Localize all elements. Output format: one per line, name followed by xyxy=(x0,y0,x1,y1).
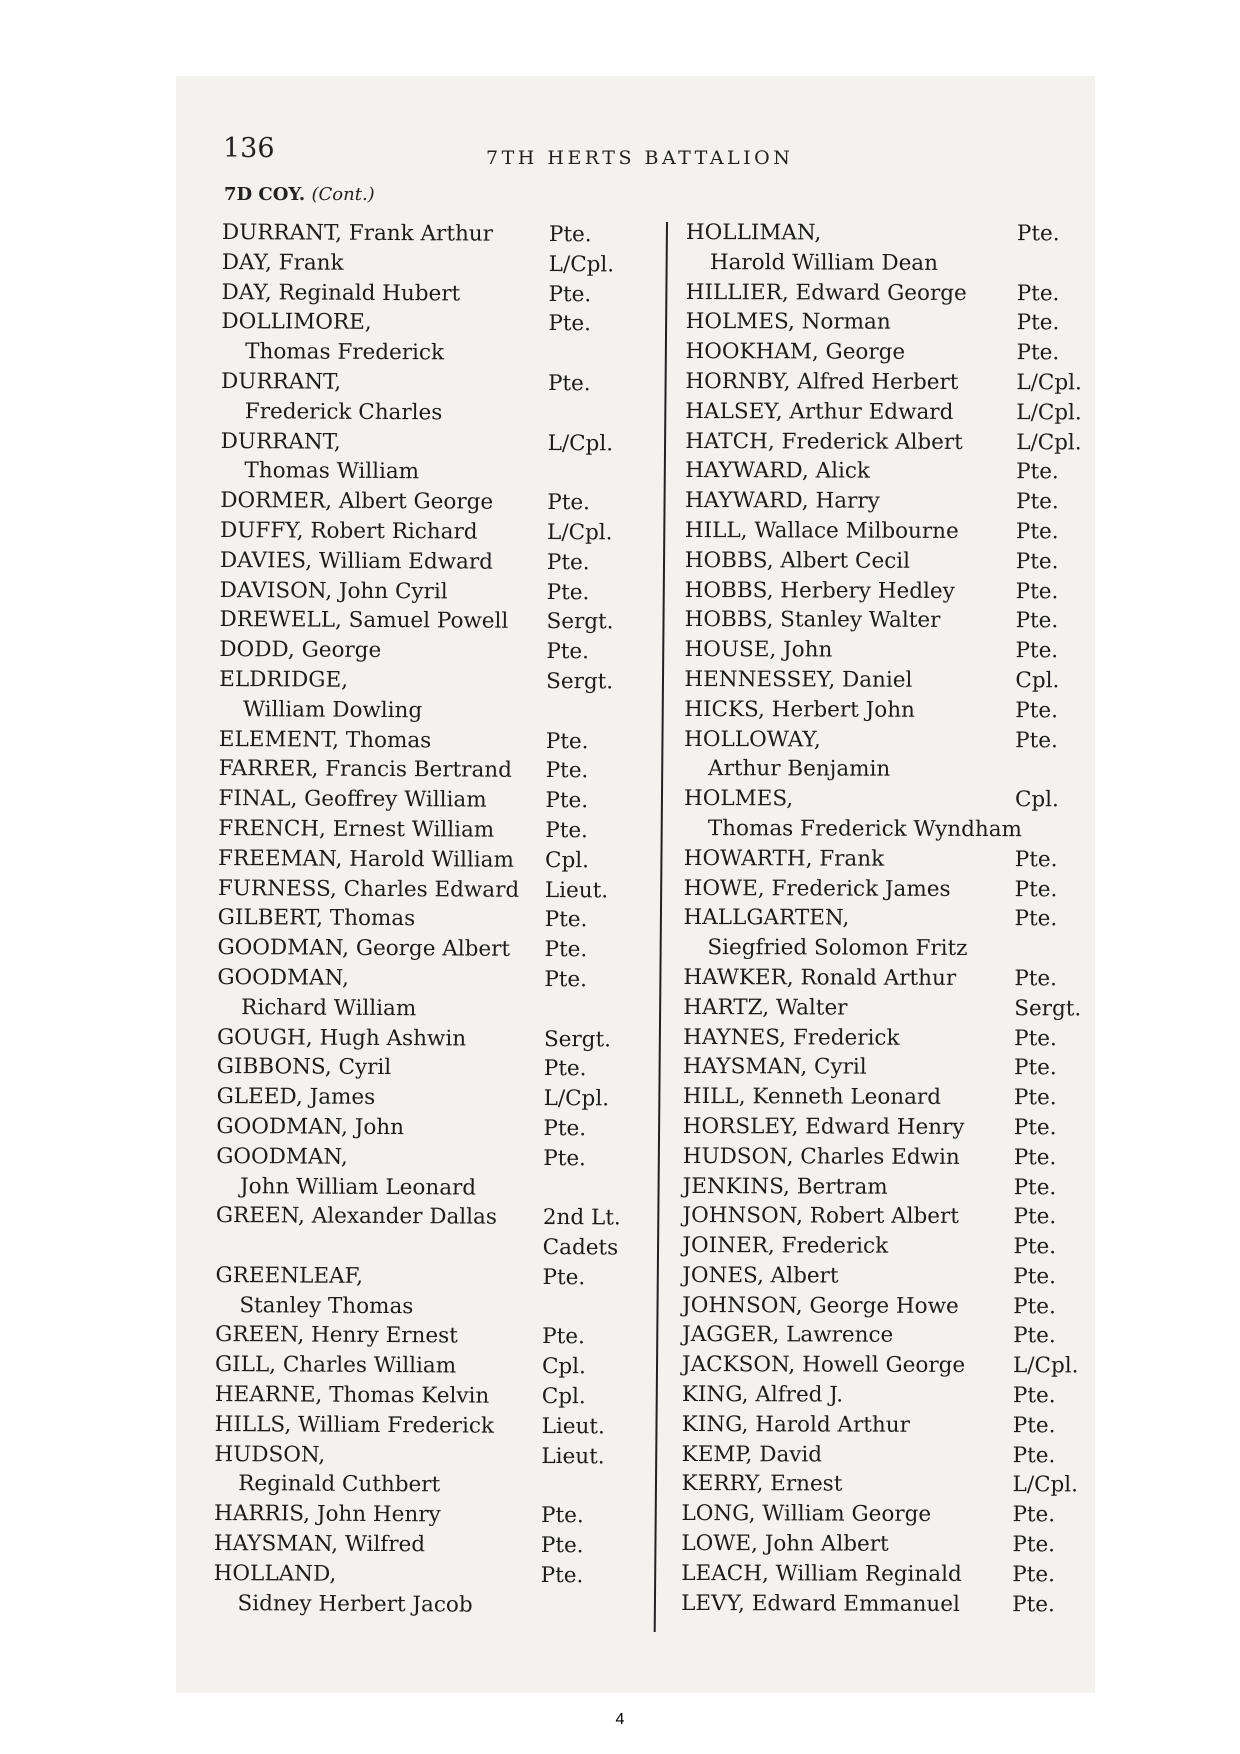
entry-rank: Pte. xyxy=(541,1503,584,1529)
roll-entry xyxy=(216,1231,646,1263)
entry-rank: Pte. xyxy=(1013,1293,1056,1319)
roll-entry xyxy=(217,933,647,965)
entry-name: DOLLIMORE, xyxy=(221,309,372,336)
entry-name: HARTZ, Walter xyxy=(683,994,848,1021)
entry-rank: Pte. xyxy=(1015,519,1059,545)
roll-entry xyxy=(681,1529,1071,1560)
entry-rank: Cadets xyxy=(542,1235,619,1261)
entry-name: HUDSON, Charles Edwin xyxy=(682,1143,960,1170)
roll-entry xyxy=(686,278,1076,309)
roll-entry xyxy=(682,1291,1072,1322)
entry-name: HAYWARD, Harry xyxy=(684,488,880,514)
entry-name: HALSEY, Arthur Edward xyxy=(685,398,954,425)
entry-rank: Pte. xyxy=(1013,1264,1057,1290)
section-label: 7D COY. xyxy=(224,184,306,205)
entry-name: HOBBS, Stanley Walter xyxy=(684,607,941,634)
entry-rank: Pte. xyxy=(543,1056,587,1082)
entry-name: DAVISON, John Cyril xyxy=(219,577,448,604)
entry-rank: Pte. xyxy=(548,281,592,307)
entry-name: GREEN, Alexander Dallas xyxy=(215,1203,498,1230)
entry-name: JAGGER, Lawrence xyxy=(682,1322,894,1349)
roll-entry xyxy=(683,1142,1073,1173)
entry-rank: Pte. xyxy=(546,639,590,665)
entry-rank: L/Cpl. xyxy=(548,251,615,278)
entry-name: GREENLEAF, xyxy=(215,1262,364,1289)
entry-name: Sidney Herbert Jacob xyxy=(237,1590,473,1618)
entry-name: FRENCH, Ernest William xyxy=(218,815,495,843)
roll-entry xyxy=(220,486,650,518)
entry-rank: Sergt. xyxy=(543,1026,612,1052)
entry-name: HAWKER, Ronald Arthur xyxy=(683,964,957,991)
entry-name: HATCH, Frederick Albert xyxy=(685,428,963,455)
roll-entry xyxy=(684,695,1074,726)
footer-page-index: 4 xyxy=(615,1711,625,1728)
roll-entry xyxy=(682,1201,1072,1232)
roll-entry-continuation xyxy=(220,456,650,488)
entry-rank: Pte. xyxy=(1016,280,1060,306)
entry-rank: Cpl. xyxy=(541,1354,587,1380)
entry-name: DAVIES, William Edward xyxy=(219,547,494,575)
roll-entry xyxy=(684,903,1074,934)
roll-entry xyxy=(684,725,1074,756)
entry-rank: Cpl. xyxy=(1014,787,1059,813)
entry-name: HORNBY, Alfred Herbert xyxy=(685,368,959,395)
entry-name: HOBBS, Herbery Hedley xyxy=(684,577,955,604)
entry-name: DAY, Reginald Hubert xyxy=(221,279,461,307)
roll-entry-continuation xyxy=(684,754,1074,785)
entry-rank: Pte. xyxy=(1013,1204,1057,1230)
entry-rank: L/Cpl. xyxy=(1016,429,1082,455)
entry-rank: Pte. xyxy=(543,1145,587,1171)
entry-rank: L/Cpl. xyxy=(547,519,613,546)
entry-rank: Pte. xyxy=(548,311,592,337)
entry-rank: Lieut. xyxy=(541,1443,605,1470)
entry-rank: Pte. xyxy=(1012,1413,1056,1439)
entry-name: HAYSMAN, Cyril xyxy=(682,1054,867,1080)
roll-entry xyxy=(686,218,1076,249)
roll-entry xyxy=(686,307,1076,338)
entry-name: FARRER, Francis Bertrand xyxy=(218,756,513,784)
entry-rank: Pte. xyxy=(545,758,589,784)
entry-name: GOODMAN, xyxy=(216,1143,348,1170)
entry-name: Siegfried Solomon Fritz xyxy=(707,935,968,962)
entry-name: DREWELL, Samuel Powell xyxy=(219,607,509,635)
entry-name: HILLS, William Frederick xyxy=(214,1411,495,1439)
entry-name: JENKINS, Bertram xyxy=(682,1173,888,1200)
entry-rank: Pte. xyxy=(1015,578,1059,604)
entry-rank: Pte. xyxy=(1012,1502,1056,1528)
roll-entry xyxy=(221,307,651,339)
roll-entry xyxy=(218,874,648,906)
roll-entry xyxy=(217,1052,647,1084)
roll-entry xyxy=(683,1023,1073,1054)
entry-name: FURNESS, Charles Edward xyxy=(217,875,520,903)
roll-entry-continuation xyxy=(219,695,649,727)
roll-entry xyxy=(214,1529,644,1561)
entry-name: GILBERT, Thomas xyxy=(217,905,416,932)
entry-name: GLEED, James xyxy=(216,1084,376,1111)
entry-rank: Pte. xyxy=(545,788,589,814)
entry-rank: Pte. xyxy=(1012,1532,1056,1558)
entry-name: HOLMES, xyxy=(683,786,794,812)
roll-entry xyxy=(684,844,1074,875)
roll-entry xyxy=(683,1112,1073,1143)
roll-entry xyxy=(214,1440,644,1472)
entry-rank: L/Cpl. xyxy=(543,1086,610,1112)
roll-entry xyxy=(683,963,1073,994)
entry-rank: Pte. xyxy=(547,490,591,516)
entry-rank: Sergt. xyxy=(546,668,614,695)
roll-entry xyxy=(681,1469,1079,1500)
entry-rank: Pte. xyxy=(1013,1144,1057,1171)
entry-rank: Pte. xyxy=(1014,906,1058,932)
roll-entry-continuation xyxy=(216,1171,646,1203)
entry-name: HAYNES, Frederick xyxy=(683,1024,900,1051)
entry-name: HOBBS, Albert Cecil xyxy=(684,547,911,574)
roll-entry xyxy=(682,1261,1072,1292)
roll-entry xyxy=(683,993,1082,1024)
roll-entry xyxy=(685,456,1075,487)
entry-name: HOLLAND, xyxy=(213,1560,337,1587)
entry-name: Thomas Frederick xyxy=(245,339,445,366)
entry-name: Richard William xyxy=(241,994,417,1021)
entry-name: JOHNSON, Robert Albert xyxy=(682,1203,960,1230)
entry-rank: Pte. xyxy=(1015,638,1059,664)
entry-rank: Pte. xyxy=(1015,608,1059,634)
roll-entry xyxy=(215,1320,645,1352)
roll-entry xyxy=(681,1589,1071,1620)
entry-rank: Pte. xyxy=(545,728,589,754)
entry-name: HOLLIMAN, xyxy=(685,219,822,246)
entry-rank: Cpl. xyxy=(541,1384,586,1410)
roll-entry xyxy=(683,1171,1073,1202)
entry-rank: Sergt. xyxy=(1014,995,1082,1022)
entry-rank: Pte. xyxy=(540,1533,584,1559)
entry-name: LOWE, John Albert xyxy=(681,1531,889,1557)
left-roll-column xyxy=(213,218,652,1621)
entry-name: JOHNSON, George Howe xyxy=(682,1292,959,1319)
entry-name: FREEMAN, Harold William xyxy=(218,845,515,873)
roll-entry xyxy=(217,963,647,995)
entry-rank: Pte. xyxy=(1012,1383,1056,1409)
entry-rank: Pte. xyxy=(540,1562,584,1589)
entry-rank: Pte. xyxy=(1014,1025,1057,1051)
roll-entry xyxy=(220,516,650,548)
entry-name: GOODMAN, xyxy=(217,964,349,991)
entry-name: HUDSON, xyxy=(214,1441,326,1468)
roll-entry xyxy=(219,635,649,667)
roll-entry xyxy=(215,1350,645,1382)
entry-rank: Pte. xyxy=(543,1115,587,1142)
entry-rank: Pte. xyxy=(1014,876,1058,902)
entry-rank: Lieut. xyxy=(544,877,609,903)
roll-entry-continuation xyxy=(213,1589,643,1621)
roll-entry xyxy=(684,784,1074,815)
entry-rank: L/Cpl. xyxy=(547,430,614,456)
entry-name: GOODMAN, John xyxy=(216,1113,405,1141)
entry-name: DURRANT, xyxy=(220,368,342,395)
running-title: 7TH HERTS BATTALION xyxy=(486,147,794,169)
entry-name: HAYSMAN, Wilfred xyxy=(213,1531,426,1558)
entry-name: HOWARTH, Frank xyxy=(683,845,885,872)
section-continued-label: (Cont.) xyxy=(311,184,375,205)
entry-rank: Pte. xyxy=(1013,1115,1057,1141)
roll-entry xyxy=(216,1112,646,1144)
roll-entry xyxy=(218,844,648,876)
entry-rank: 2nd Lt. xyxy=(542,1205,621,1231)
entry-name: DAY, Frank xyxy=(221,249,344,276)
entry-rank: L/Cpl. xyxy=(1012,1472,1079,1498)
entry-rank: Pte. xyxy=(1015,727,1058,753)
roll-entry xyxy=(682,1231,1072,1262)
roll-entry xyxy=(682,1440,1072,1471)
entry-name: HILL, Kenneth Leonard xyxy=(682,1084,942,1111)
roll-entry xyxy=(685,605,1075,636)
roll-entry xyxy=(684,635,1074,666)
entry-rank: Pte. xyxy=(544,966,588,993)
roll-entry xyxy=(685,576,1075,607)
entry-name: LEACH, William Reginald xyxy=(681,1560,962,1587)
roll-entry xyxy=(219,665,649,697)
roll-entry xyxy=(219,754,649,786)
entry-rank: Pte. xyxy=(1012,1591,1055,1617)
entry-name: Frederick Charles xyxy=(244,398,443,426)
entry-rank: Pte. xyxy=(1013,1055,1057,1081)
entry-rank: Lieut. xyxy=(541,1413,605,1440)
entry-rank: Pte. xyxy=(1013,1174,1057,1200)
entry-name: Reginald Cuthbert xyxy=(238,1471,441,1498)
entry-name: John William Leonard xyxy=(240,1173,477,1201)
entry-name: HEARNE, Thomas Kelvin xyxy=(214,1382,490,1409)
entry-rank: Pte. xyxy=(1016,340,1060,366)
entry-name: HOLMES, Norman xyxy=(685,309,891,336)
entry-name: HENNESSEY, Daniel xyxy=(684,666,913,693)
roll-entry xyxy=(220,546,650,578)
entry-rank: Sergt. xyxy=(546,609,614,635)
entry-rank: Cpl. xyxy=(545,847,590,873)
roll-entry xyxy=(685,427,1082,458)
entry-rank: Pte. xyxy=(547,370,591,397)
roll-entry xyxy=(218,814,648,846)
entry-name: Thomas Frederick Wyndham xyxy=(707,816,1023,843)
entry-name: HOWE, Frederick James xyxy=(683,875,951,902)
entry-rank: Pte. xyxy=(544,907,588,933)
entry-rank: Pte. xyxy=(548,221,592,248)
entry-rank: Pte. xyxy=(1016,221,1060,247)
roll-entry xyxy=(221,367,651,399)
entry-name: Harold William Dean xyxy=(709,249,939,276)
entry-rank: Pte. xyxy=(1015,548,1059,575)
entry-name: DORMER, Albert George xyxy=(220,488,494,515)
roll-entry-continuation xyxy=(683,933,1073,964)
roll-entry xyxy=(221,427,651,459)
roll-entry-continuation xyxy=(215,1291,645,1323)
entry-rank: Pte. xyxy=(542,1264,586,1291)
roll-entry xyxy=(685,367,1082,398)
entry-rank: Pte. xyxy=(544,937,588,963)
roll-entry xyxy=(685,397,1082,428)
entry-name: KERRY, Ernest xyxy=(681,1471,843,1498)
entry-name: DURRANT, xyxy=(220,428,341,455)
entry-rank: Pte. xyxy=(1014,966,1058,992)
right-roll-column xyxy=(681,218,1082,1620)
roll-entry xyxy=(681,1559,1071,1590)
roll-entry xyxy=(682,1410,1072,1441)
entry-rank: Pte. xyxy=(1014,846,1058,873)
entry-name: HOUSE, John xyxy=(684,637,833,663)
roll-entry xyxy=(222,218,652,250)
entry-name: HILL, Wallace Milbourne xyxy=(684,517,959,544)
roll-entry xyxy=(685,337,1075,368)
roll-entry-continuation xyxy=(221,397,651,429)
entry-name: GIBBONS, Cyril xyxy=(216,1054,392,1081)
roll-entry xyxy=(222,248,652,280)
entry-name: DUFFY, Robert Richard xyxy=(220,517,478,545)
entry-name: Arthur Benjamin xyxy=(708,756,891,783)
entry-name: DODD, George xyxy=(219,637,382,664)
roll-entry xyxy=(217,1023,647,1055)
entry-rank: Pte. xyxy=(1012,1442,1056,1468)
entry-rank: Pte. xyxy=(1015,489,1059,515)
roll-entry xyxy=(683,1052,1073,1083)
entry-rank: Pte. xyxy=(1013,1234,1057,1260)
roll-entry-continuation xyxy=(217,993,647,1025)
entry-name: JOINER, Frederick xyxy=(682,1233,889,1259)
entry-rank: Pte. xyxy=(1015,697,1058,724)
roll-entry xyxy=(215,1380,645,1412)
entry-name: KEMP, David xyxy=(681,1441,823,1468)
roll-entry xyxy=(216,1201,646,1233)
roll-entry xyxy=(219,725,649,757)
entry-rank: Pte. xyxy=(546,549,590,576)
roll-entry-continuation xyxy=(221,337,651,369)
entry-name: JACKSON, Howell George xyxy=(681,1352,966,1379)
roll-entry-continuation xyxy=(686,248,1076,279)
entry-name: HOLLOWAY, xyxy=(684,726,821,753)
entry-name: HAYWARD, Alick xyxy=(685,458,871,485)
entry-name: ELDRIDGE, xyxy=(219,666,349,693)
roll-entry xyxy=(683,1082,1073,1113)
entry-name: FINAL, Geoffrey William xyxy=(218,786,487,813)
entry-rank: L/Cpl. xyxy=(1016,370,1082,396)
entry-name: KING, Alfred J. xyxy=(681,1382,844,1408)
roll-entry-continuation xyxy=(684,814,1074,845)
entry-name: William Dowling xyxy=(242,696,423,723)
entry-rank: Pte. xyxy=(1013,1085,1057,1111)
entry-name: HILLIER, Edward George xyxy=(685,279,967,306)
roll-entry xyxy=(220,576,650,608)
entry-rank: Pte. xyxy=(1016,310,1060,336)
roll-entry xyxy=(685,486,1075,517)
entry-rank: Pte. xyxy=(1013,1323,1056,1349)
roll-entry xyxy=(214,1499,644,1531)
entry-name: Thomas William xyxy=(244,458,420,485)
entry-rank: Pte. xyxy=(1012,1562,1055,1588)
entry-rank: L/Cpl. xyxy=(1016,399,1082,426)
entry-name: LONG, William George xyxy=(681,1501,932,1528)
entry-name: KING, Harold Arthur xyxy=(681,1411,910,1438)
section-heading xyxy=(224,184,375,205)
entry-name: Stanley Thomas xyxy=(239,1292,414,1319)
roll-entry xyxy=(684,665,1074,696)
entry-name: DURRANT, Frank Arthur xyxy=(221,219,494,247)
roll-entry xyxy=(215,1410,645,1442)
entry-name: HORSLEY, Edward Henry xyxy=(682,1113,965,1140)
roll-entry xyxy=(218,903,648,935)
entry-name: GOUGH, Hugh Ashwin xyxy=(216,1024,467,1052)
entry-name: GOODMAN, George Albert xyxy=(217,935,511,962)
roll-entry xyxy=(214,1559,644,1591)
roll-entry xyxy=(215,1261,645,1293)
entry-name: HOOKHAM, George xyxy=(685,339,906,365)
entry-name: HARRIS, John Henry xyxy=(214,1501,441,1528)
entry-name: HALLGARTEN, xyxy=(683,905,850,931)
entry-name: HICKS, Herbert John xyxy=(684,696,915,723)
entry-rank: Pte. xyxy=(546,579,590,605)
entry-rank: L/Cpl. xyxy=(1012,1353,1079,1379)
entry-rank: Cpl. xyxy=(1015,668,1060,694)
roll-entry-continuation xyxy=(214,1469,644,1501)
roll-entry xyxy=(221,278,651,310)
entry-name: GREEN, Henry Ernest xyxy=(215,1322,458,1349)
entry-name: LEVY, Edward Emmanuel xyxy=(681,1590,960,1617)
roll-entry xyxy=(682,1320,1072,1351)
page-number: 136 xyxy=(223,133,275,164)
roll-entry xyxy=(685,516,1075,547)
roll-entry xyxy=(682,1380,1072,1411)
entry-name: GILL, Charles William xyxy=(214,1352,457,1379)
entry-name: ELEMENT, Thomas xyxy=(218,726,432,753)
roll-entry xyxy=(681,1350,1079,1381)
entry-rank: Pte. xyxy=(1016,459,1059,485)
roll-entry xyxy=(217,1082,647,1114)
entry-rank: Pte. xyxy=(545,817,589,844)
entry-name: JONES, Albert xyxy=(682,1262,839,1289)
roll-entry xyxy=(684,874,1074,905)
roll-entry xyxy=(218,784,648,816)
roll-entry xyxy=(685,546,1075,577)
roll-entry xyxy=(216,1142,646,1174)
roll-entry xyxy=(681,1499,1071,1530)
entry-rank: Pte. xyxy=(542,1324,585,1350)
roll-entry xyxy=(219,605,649,637)
